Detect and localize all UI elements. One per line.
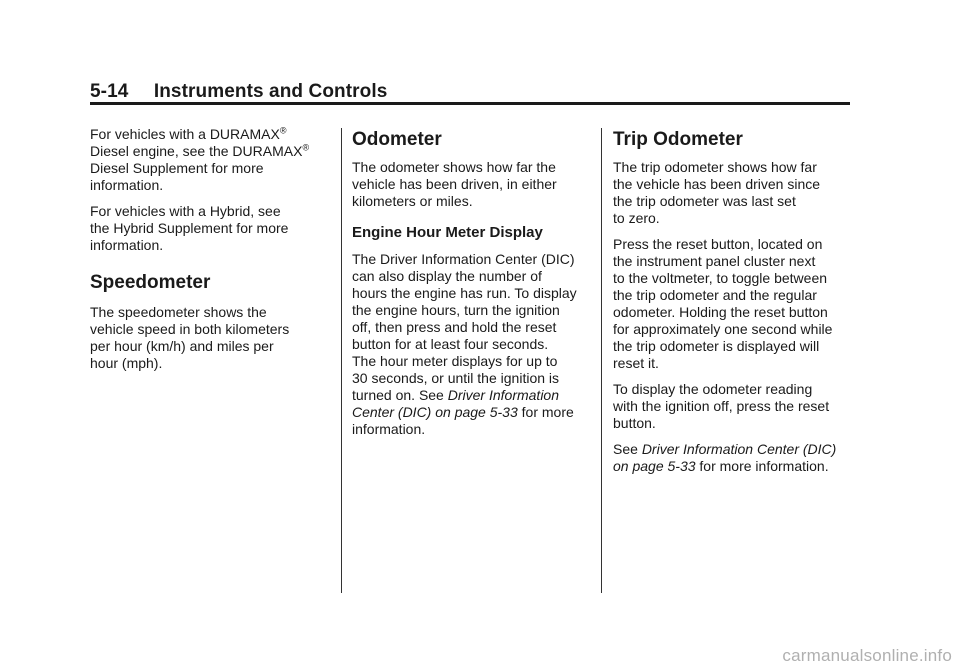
section-title: Instruments and Controls: [153, 81, 388, 102]
dic-reference-link[interactable]: on page 5-33: [613, 458, 696, 474]
dic-reference-link[interactable]: Driver Information Center (DIC): [641, 441, 837, 457]
header-rule: [90, 102, 850, 105]
column-divider: [601, 128, 602, 593]
column-1: [90, 126, 320, 381]
registered-mark: ®: [279, 125, 287, 136]
engine-hour-heading: Engine Hour Meter Display: [352, 224, 543, 241]
engine-hour-paragraph: The Driver Information Center (DIC) can also display the number of hours the engine has run. To display the engine hours, turn the ignition off, then press and hold the reset button for at least four seconds. The hour meter displays for up to 30 seconds, or until the ignition is turned on. See Driver Information Center (DIC) on page 5-33 for more information.: [352, 251, 577, 437]
registered-mark: ®: [302, 142, 310, 153]
trip-paragraph-3: To display the odometer reading with the ignition off, press the reset button.: [613, 381, 830, 431]
odometer-paragraph: The odometer shows how far the vehicle has been driven, in either kilometers or miles.: [352, 159, 557, 209]
dic-reference-link[interactable]: Center (DIC) on page 5-33: [352, 404, 518, 420]
column-2: [352, 129, 592, 447]
page-number: 5-14: [90, 81, 129, 102]
dic-reference-link[interactable]: Driver Information: [447, 387, 560, 403]
page-header: [90, 81, 387, 103]
duramax-paragraph: For vehicles with a DURAMAX® Diesel engine, see the DURAMAX® Diesel Supplement for more information.: [90, 125, 310, 193]
watermark: carmanualsonline.info: [782, 646, 952, 665]
speedometer-paragraph: The speedometer shows the vehicle speed in both kilometers per hour (km/h) and miles per hour (mph).: [90, 304, 290, 371]
trip-paragraph-4: See Driver Information Center (DIC) on page 5-33 for more information.: [613, 441, 837, 474]
trip-paragraph-2: Press the reset button, located on the instrument panel cluster next to the voltmeter, to toggle between the trip odometer and the regular odometer. Holding the reset button for approximately one second while the trip odometer is displayed will reset it.: [613, 236, 833, 371]
speedometer-heading: Speedometer: [90, 272, 211, 293]
odometer-heading: Odometer: [352, 129, 442, 150]
trip-paragraph-1: The trip odometer shows how far the vehicle has been driven since the trip odometer was last set to zero.: [613, 159, 821, 226]
column-3: [613, 129, 853, 484]
column-divider: [341, 128, 342, 593]
hybrid-paragraph: For vehicles with a Hybrid, see the Hybrid Supplement for more information.: [90, 203, 289, 253]
trip-odometer-heading: Trip Odometer: [613, 129, 743, 150]
